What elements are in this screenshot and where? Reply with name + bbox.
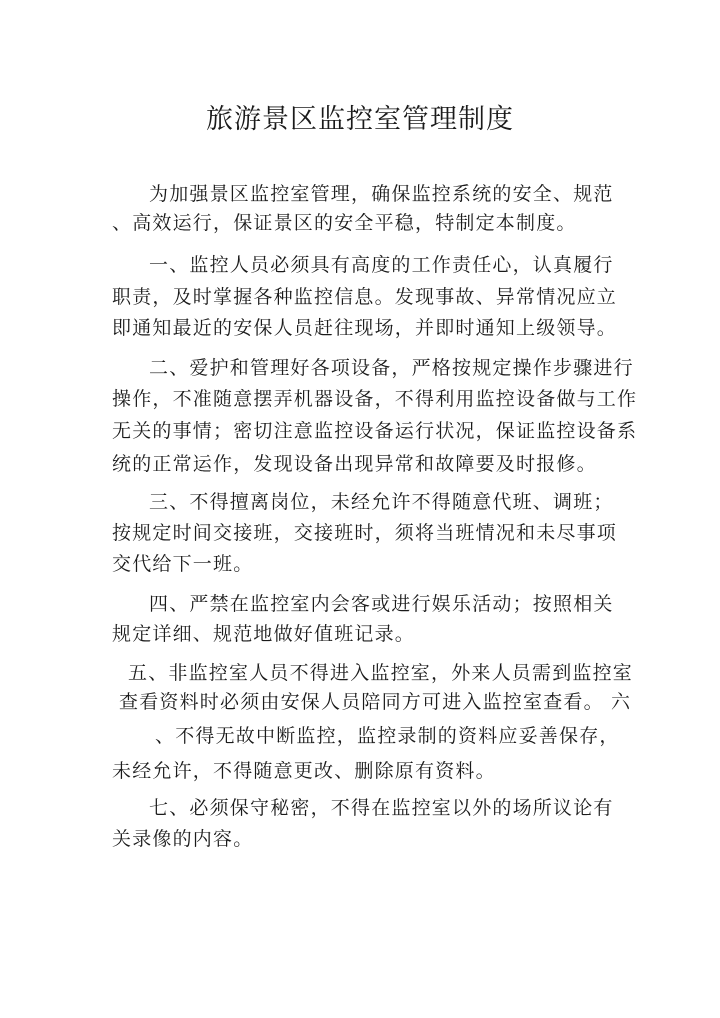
rule-1-line-1: 一、监控人员必须具有高度的工作责任心，认真履行 xyxy=(149,254,614,276)
rule-5-line-2: 查看资料时必须由安保人员陪同方可进入监控室查看。 六 xyxy=(119,691,632,713)
rule-1-line-3: 即通知最近的安保人员赶往现场，并即时通知上级领导。 xyxy=(112,317,618,339)
rule-7-line-1: 七、必须保守秘密，不得在监控室以外的场所议论有 xyxy=(149,797,614,819)
rule-4-line-1: 四、严禁在监控室内会客或进行娱乐活动；按照相关 xyxy=(149,593,614,615)
rule-2-line-4: 统的正常运作，发现设备出现异常和故障要及时报修。 xyxy=(112,453,597,475)
rule-2-line-2: 操作，不准随意摆弄机器设备，不得利用监控设备做与工作 xyxy=(112,388,638,410)
intro-line-1: 为加强景区监控室管理，确保监控系统的安全、规范 xyxy=(149,183,614,205)
rule-5-line-1: 五、非监控室人员不得进入监控室，外来人员需到监控室 xyxy=(128,662,634,684)
rule-2-line-3: 无关的事情；密切注意监控设备运行状况，保证监控设备系 xyxy=(112,420,638,442)
rule-6-line-1: 、不得无故中断监控，监控录制的资料应妥善保存， xyxy=(155,725,620,747)
rule-6-line-2: 未经允许，不得随意更改、删除原有资料。 xyxy=(112,760,496,782)
rule-1-line-2: 职责，及时掌握各种监控信息。发现事故、异常情况应立 xyxy=(112,286,618,308)
intro-line-2: 、高效运行，保证景区的安全平稳，特制定本制度。 xyxy=(112,212,577,234)
rule-7-line-2: 关录像的内容。 xyxy=(112,828,254,850)
rule-3-line-3: 交代给下一班。 xyxy=(112,553,254,575)
document-title: 旅游景区监控室管理制度 xyxy=(206,104,514,135)
rule-4-line-2: 规定详细、规范地做好值班记录。 xyxy=(112,623,416,645)
rule-3-line-1: 三、不得擅离岗位，未经允许不得随意代班、调班； xyxy=(149,491,614,513)
rule-3-line-2: 按规定时间交接班，交接班时，须将当班情况和未尽事项 xyxy=(112,522,618,544)
rule-2-line-1: 二、爱护和管理好各项设备，严格按规定操作步骤进行 xyxy=(149,357,634,379)
